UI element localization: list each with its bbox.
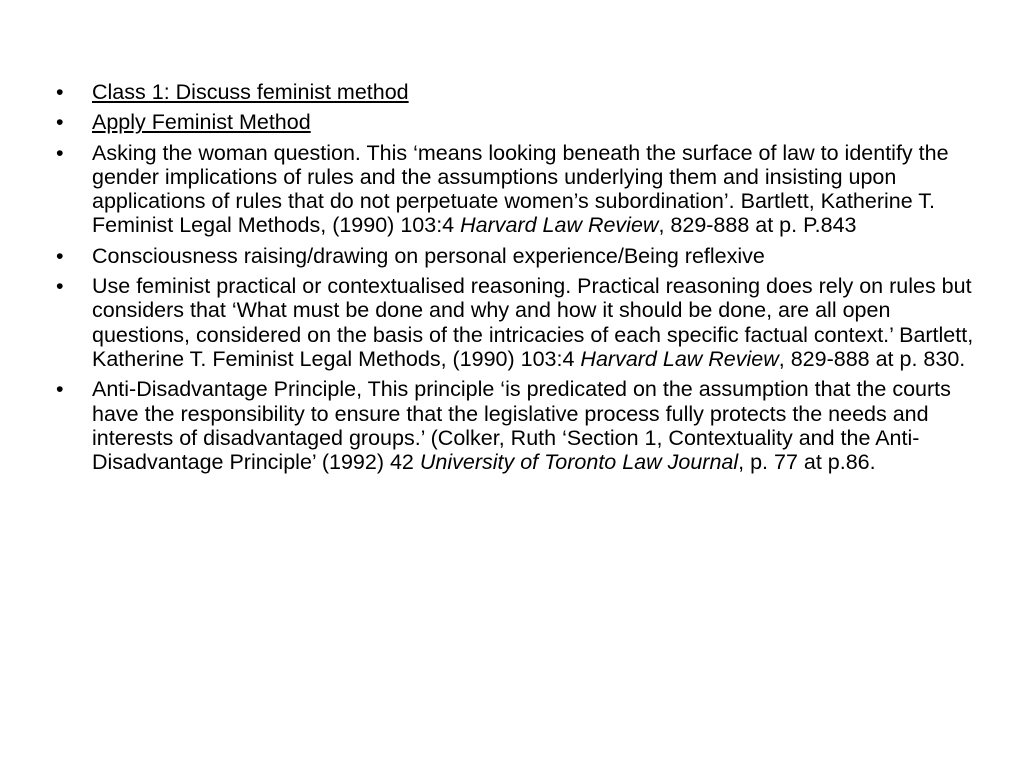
bullet-item-class-1 bbox=[56, 80, 976, 104]
bullet-item-practical-reasoning bbox=[56, 274, 976, 371]
consciousness-raising-text: Consciousness raising/drawing on personal experience/Being reflexive bbox=[92, 243, 765, 268]
bullet-icon: • bbox=[56, 243, 64, 268]
bullet-icon: • bbox=[56, 110, 64, 135]
anti-disadvantage-citation-pages: , p. 77 at p.86. bbox=[738, 450, 876, 475]
woman-question-citation-pages: , 829-888 at p. P.843 bbox=[658, 213, 857, 238]
bullet-item-apply-method bbox=[56, 110, 976, 134]
woman-question-citation-journal: Harvard Law Review bbox=[460, 213, 659, 238]
heading-class-1: Class 1: Discuss feminist method bbox=[92, 80, 409, 104]
anti-disadvantage-citation-journal: University of Toronto Law Journal bbox=[419, 450, 739, 475]
heading-apply-method: Apply Feminist Method bbox=[92, 110, 311, 135]
bullet-icon: • bbox=[56, 377, 64, 402]
bullet-icon: • bbox=[56, 80, 64, 104]
practical-reasoning-citation-journal: Harvard Law Review bbox=[580, 346, 779, 371]
practical-reasoning-text: Use feminist practical or contextualised reasoning. Practical reasoning does rely on rules but considers that ‘What must be done and why and how it should be done, are all open questions, considered on the basis of the intricacies of each specific factual context.’ Bartlett, Katherine T. Feminist Legal Methods, (1990) 103:4 bbox=[92, 274, 974, 371]
bullet-item-woman-question bbox=[56, 141, 976, 238]
bullet-item-consciousness-raising bbox=[56, 244, 976, 268]
bullet-icon: • bbox=[56, 140, 64, 165]
bullet-item-anti-disadvantage bbox=[56, 377, 976, 474]
woman-question-text: Asking the woman question. This ‘means looking beneath the surface of law to identify the gender implications of rules and the assumptions underlying them and insisting upon applications of rules that do not perpetuate women’s subordination’. Bartlett, Katherine T. Feminist Legal Methods, (1990) 103:4 bbox=[92, 140, 949, 238]
anti-disadvantage-text: Anti-Disadvantage Principle, This principle ‘is predicated on the assumption that the courts have the responsibility to ensure that the legislative process fully protects the needs and interests of disadvantaged groups.’ (Colker, Ruth ‘Section 1, Contextuality and the Anti-Disadvantage Principle’ (1992) 42 bbox=[92, 377, 951, 475]
bullet-icon: • bbox=[56, 274, 64, 299]
bullet-list bbox=[56, 80, 976, 480]
practical-reasoning-citation-pages: , 829-888 at p. 830. bbox=[778, 346, 966, 371]
